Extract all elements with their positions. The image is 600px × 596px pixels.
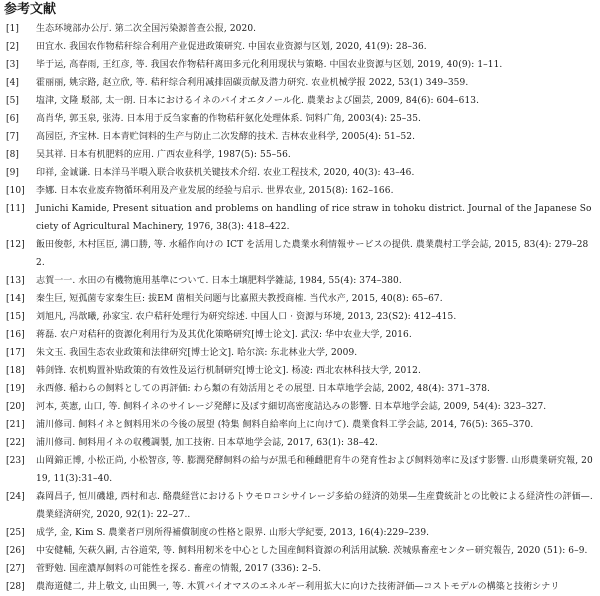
reference-text: 菅野勉. 国産濃厚飼料の可能性を探る. 畜産の情報, 2017 (336): 2–5. (36, 564, 322, 574)
reference-item (4, 146, 594, 164)
reference-item (4, 74, 594, 92)
reference-text: 河本, 英憲, 山口, 等. 飼料イネのサイレージ発酵に及ぼす細切高密度詰込みの影響. 日本草地学会誌, 2009, 54(4): 323–327. (36, 402, 547, 412)
reference-number: [7] (6, 132, 20, 142)
reference-item (4, 56, 594, 74)
reference-item (4, 524, 594, 542)
reference-item (4, 20, 594, 38)
reference-item (4, 560, 594, 578)
reference-text: 霍丽丽, 姚宗路, 赵立欣, 等. 秸秆综合利用减排固碳贡献及潜力研究. 农业机械学报 2022, 53(1) 349–359. (36, 78, 469, 88)
reference-item (4, 398, 594, 416)
reference-number: [17] (6, 348, 25, 358)
reference-text: 森岡昌子, 恒川磯雄, 西村和志. 酪農経営におけるトウモロコシサイレージ多給の経済的効果—生産費統計との比較による経済性の評価—. 農業経済研究, 2020, 92(1): 22–27.. (36, 492, 593, 520)
reference-number: [25] (6, 528, 25, 538)
reference-item (4, 578, 594, 596)
reference-number: [3] (6, 60, 20, 70)
reference-number: [14] (6, 294, 25, 304)
reference-item (4, 434, 594, 452)
reference-number: [11] (6, 204, 25, 214)
reference-number: [12] (6, 240, 25, 250)
reference-text: 永西修. 稲わらの飼料としての再評価: わら類の有効活用とその展望. 日本草地学会誌, 2002, 48(4): 371–378. (36, 384, 490, 394)
reference-number: [24] (6, 492, 25, 502)
reference-item (4, 362, 594, 380)
reference-item (4, 452, 594, 488)
reference-text: 高园臣, 齐宝林. 日本青贮饲料的生产与防止二次发酵的技术. 吉林农业科学, 2005(4): 51–52. (36, 132, 416, 142)
reference-item (4, 326, 594, 344)
reference-number: [5] (6, 96, 20, 106)
reference-number: [1] (6, 24, 20, 34)
reference-text: 山岡錦正博, 小松正尚, 小松智彦, 等. 膨潤発酵飼料の給与が黒毛和種雌肥育牛の発育性および飼料効率に及ぼす影響. 山形農業研究報, 2019, 11(3):31–40. (36, 456, 593, 484)
reference-item (4, 488, 594, 524)
reference-text: 志賀一一. 水田の有機物施用基準について. 日本土壌肥料学雑誌, 1984, 55(4): 374–380. (36, 276, 402, 286)
reference-text: 浦川修司. 飼料イネと飼料用米の今後の展望 (特集 飼料自給率向上に向けて). 農業食料工学会誌, 2014, 76(5): 365–370. (36, 420, 534, 430)
reference-number: [18] (6, 366, 25, 376)
reference-item (4, 272, 594, 290)
reference-item (4, 290, 594, 308)
reference-item (4, 308, 594, 326)
reference-text: 浦川修司. 飼料用イネの収穫調製, 加工技術. 日本草地学会誌, 2017, 63(1): 38–42. (36, 438, 378, 448)
reference-item (4, 110, 594, 128)
reference-number: [23] (6, 456, 25, 466)
reference-number: [20] (6, 402, 25, 412)
reference-text: 秦生巨, 短孤菌专家秦生巨: 拔EM 菌相关问题与比嘉照夫教授商榷. 当代水产, 2015, 40(8): 65–67. (36, 294, 443, 304)
reference-text: 高肖华, 郭玉泉, 张涛. 日本用于反刍家畜的作物秸秆氨化处理体系. 饲料广角, 2003(4): 25–35. (36, 114, 422, 124)
reference-number: [21] (6, 420, 25, 430)
reference-number: [15] (6, 312, 25, 322)
reference-item (4, 380, 594, 398)
reference-item (4, 128, 594, 146)
reference-item (4, 542, 594, 560)
reference-number: [22] (6, 438, 25, 448)
reference-item (4, 164, 594, 182)
reference-number: [27] (6, 564, 25, 574)
reference-text: 蒋磊. 农户对秸秆的资源化利用行为及其优化策略研究[博士论文]. 武汉: 华中农业大学, 2016. (36, 330, 412, 340)
reference-item (4, 182, 594, 200)
reference-item (4, 38, 594, 56)
reference-number: [26] (6, 546, 25, 556)
reference-text: 田宜水. 我国农作物秸秆综合利用产业促进政策研究. 中国农业资源与区划, 2020, 41(9): 28–36. (36, 42, 427, 52)
reference-text: 朱文玉. 我国生态农业政策和法律研究[博士论文]. 哈尔滨: 东北林业大学, 2009. (36, 348, 358, 358)
reference-item (4, 200, 594, 236)
reference-number: [16] (6, 330, 25, 340)
reference-item (4, 92, 594, 110)
reference-text: 毕于运, 高春雨, 王红彦, 等. 我国农作物秸秆离田多元化利用现状与策略. 中国农业资源与区划, 2019, 40(9): 1–11. (36, 60, 503, 70)
reference-text: 飯田俊彰, 木村匡臣, 溝口勝, 等. 水稲作向けの ICT を活用した農業水利情報サービスの提供. 農業農村工学会誌, 2015, 83(4): 279–282. (36, 240, 589, 268)
reference-number: [28] (6, 582, 25, 592)
reference-item (4, 236, 594, 272)
reference-text: 農海道健二, 井上敬文, 山田興一, 等. 木質バイオマスのエネルギー利用拡大に向けた技術評価—コストモデルの構築と技術シナリ (36, 582, 560, 592)
reference-number: [9] (6, 168, 20, 178)
reference-number: [4] (6, 78, 20, 88)
reference-text: 李娜. 日本农业废弃物循环利用及产业发展的经验与启示. 世界农业, 2015(8): 162–166. (36, 186, 394, 196)
reference-text: 刘旭凡, 冯歆曦, 孙家宝. 农户秸秆处理行为研究综述. 中国人口 · 资源与环境, 2013, 23(S2): 412–415. (36, 312, 457, 322)
reference-text: 塩津, 文隆 駁部, 太一朗. 日本におけるイネのバイオエタノール化. 農業および園芸, 2009, 84(6): 604–613. (36, 96, 480, 106)
reference-list (4, 20, 594, 596)
reference-number: [19] (6, 384, 25, 394)
reference-number: [10] (6, 186, 25, 196)
reference-text: 成学, 金, Kim S. 農業者戸別所得補償制度の性格と限界. 山形大学紀要, 2013, 16(4):229–239. (36, 528, 430, 538)
reference-text: 印祥, 金诚谦. 日本洋马半喂入联合收获机关键技术介绍. 农业工程技术, 2020, 40(3): 43–46. (36, 168, 415, 178)
reference-item (4, 416, 594, 434)
reference-text: 中安健輔, 矢萩久嗣, 古谷道荣, 等. 飼料用籾米を中心とした国産飼料資源の利活用試験. 茨城県畜産センター研究報告, 2020 (51): 6–9. (36, 546, 588, 556)
reference-item (4, 344, 594, 362)
reference-number: [8] (6, 150, 20, 160)
page-title: 参考文献 (4, 2, 57, 17)
reference-number: [2] (6, 42, 20, 52)
reference-text: 韩剑锋. 农机购置补贴政策的有效性及运行机制研究[博士论文]. 杨凌: 西北农林科技大学, 2012. (36, 366, 421, 376)
reference-number: [13] (6, 276, 25, 286)
reference-text: 吴其祥. 日本有机肥料的应用. 广西农业科学, 1987(5): 55–56. (36, 150, 291, 160)
reference-text: Junichi Kamide, Present situation and problems on handling of rice straw in tohoku district. Journal of the Japanese Society of Agricultural Machinery, 1976, 38(3): 418–422. (36, 204, 592, 232)
reference-text: 生态环境部办公厅. 第二次全国污染源普查公报, 2020. (36, 24, 257, 34)
reference-number: [6] (6, 114, 20, 124)
